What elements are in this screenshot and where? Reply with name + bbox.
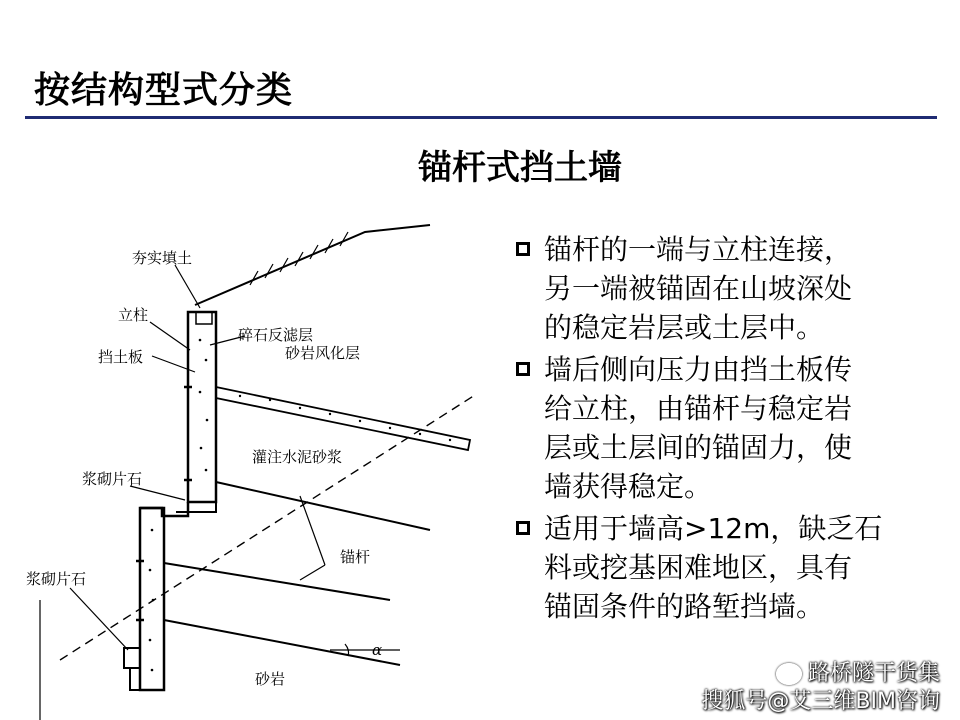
label-compacted-fill: 夯实填土: [132, 249, 193, 267]
label-grout: 灌注水泥砂浆: [252, 448, 343, 466]
anchor-bar-4: [164, 620, 400, 665]
label-anchor: 锚杆: [340, 548, 371, 566]
bullet-item: 墙后侧向压力由挡土板传 给立柱，由锚杆与稳定岩 层或土层间的锚固力，使 墙获得稳定。: [516, 350, 936, 506]
slide-title: 锚杆式挡土墙: [418, 148, 622, 188]
lower-column: [140, 508, 164, 690]
label-column: 立柱: [118, 306, 149, 324]
label-gravel-filter: 碎石反滤层: [238, 326, 314, 344]
bullet-item: 适用于墙高>12m，缺乏石 料或挖基困难地区，具有 锚固条件的路堑挡墙。: [516, 509, 936, 626]
label-masonry-upper: 浆砌片石: [82, 470, 143, 488]
bullet-square-icon: [516, 242, 530, 256]
bullet-square-icon: [516, 521, 530, 535]
anchor-bar-2: [216, 482, 430, 530]
label-masonry-lower: 浆砌片石: [26, 570, 87, 588]
wechat-icon: [776, 663, 802, 685]
upper-column: [188, 312, 216, 502]
label-weathered-sandstone: 砂岩风化层: [285, 344, 361, 362]
weathered-boundary: [60, 395, 475, 660]
slope-line: [195, 225, 430, 305]
label-sandstone: 砂岩: [255, 670, 286, 688]
label-angle: α: [372, 641, 383, 659]
upper-anchor: [216, 387, 470, 450]
bullet-list: [516, 230, 936, 629]
anchor-bar-3: [164, 563, 390, 600]
watermark: 路桥隧干货集 搜狐号@艾三维BIM咨询: [701, 661, 940, 714]
bullet-item: 锚杆的一端与立柱连接， 另一端被锚固在山坡深处 的稳定岩层或土层中。: [516, 230, 936, 347]
header-title: 按结构型式分类: [34, 70, 294, 111]
bullet-square-icon: [516, 362, 530, 376]
header-divider: [25, 116, 937, 119]
label-retaining-plate: 挡土板: [98, 348, 144, 366]
anchor-wall-diagram: [0, 200, 500, 720]
